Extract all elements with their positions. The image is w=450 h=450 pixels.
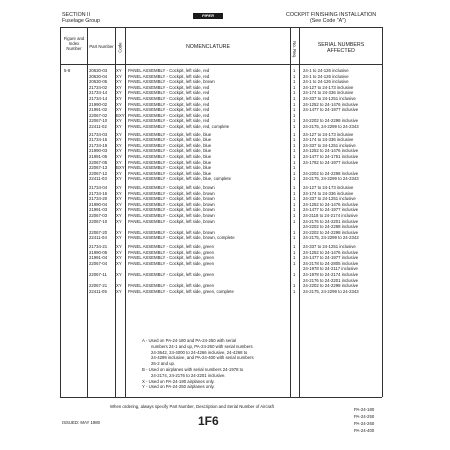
code-cell: XY [116, 118, 122, 124]
code-cell: XY [116, 170, 122, 176]
model-list [354, 406, 374, 434]
code-cell: BXY [116, 165, 125, 171]
part-number-cell: 22067-20 [89, 229, 108, 235]
part-number-cell: 21734-21 [89, 244, 108, 249]
part-number-cell: 21734-14 [89, 90, 108, 96]
note-line: 24-2174, 24-2176 to 24-2201 inclusive. [151, 372, 226, 378]
quantity-cell: 1 [293, 73, 296, 79]
nomenclature-cell: PANEL ASSEMBLY - Cockpit, left side, blue [128, 142, 212, 148]
serial-numbers-cell: 24-1252 to 24-1476 inclusive [303, 201, 359, 207]
code-cell: XY [116, 218, 122, 224]
col-serial-numbers: SERIAL NUMBERS AFFECTED [317, 42, 365, 54]
model-label: PA-24-260 [354, 421, 375, 426]
group-label: Fuselage Group [62, 18, 100, 24]
quantity-cell: 1 [293, 170, 296, 176]
nomenclature-cell: PANEL ASSEMBLY - Cockpit, left side, green, complete [128, 288, 234, 294]
code-cell: BXY [116, 112, 125, 118]
code-cell: XY [116, 176, 122, 182]
serial-numbers-cell: 24-337 to 24-1251 inclusive [303, 96, 356, 101]
part-number-cell: 21991-04 [89, 255, 108, 261]
nomenclature-cell: PANEL ASSEMBLY - Cockpit, left side, brown, complete [128, 235, 235, 241]
quantity-cell: 1 [293, 255, 296, 261]
serial-numbers-cell: 24-1978 to 24-2174 inclusive [303, 272, 359, 277]
nomenclature-cell: PANEL ASSEMBLY - Cockpit, left side, green [128, 283, 215, 289]
part-number-cell: 21734-02 [89, 84, 108, 90]
quantity-cell: 1 [293, 288, 296, 294]
nomenclature-cell: PANEL ASSEMBLY - Cockpit, left side, red [128, 68, 210, 73]
part-number-cell: 21734-20 [89, 196, 108, 202]
quantity-cell: 1 [293, 101, 296, 107]
nomenclature-cell: PANEL ASSEMBLY - Cockpit, left side, red [128, 90, 210, 96]
nomenclature-cell: PANEL ASSEMBLY - Cockpit, left side, brown [128, 196, 215, 202]
part-number-cell: 20630-03 [89, 68, 108, 73]
serial-numbers-cell: 24-337 to 24-1251 inclusive [303, 244, 356, 249]
code-cell: XY [116, 283, 122, 289]
quantity-cell: 1 [293, 207, 296, 213]
part-number-cell: 22411-04 [89, 235, 107, 241]
serial-numbers-cell: 24-2202 to 24-2298 inclusive [303, 283, 359, 289]
note-line: A - Used on PA-24-180 and PA-24-250 with serial [142, 338, 236, 343]
nomenclature-cell: PANEL ASSEMBLY - Cockpit, left side, green [128, 272, 215, 277]
part-number-cell: 21734-04 [89, 185, 108, 190]
model-label: PA-24-400 [354, 428, 375, 433]
code-cell: XY [116, 131, 122, 137]
nomenclature-cell: PANEL ASSEMBLY - Cockpit, left side, red [128, 101, 210, 107]
col-no-req: No. Req. [292, 41, 298, 59]
serial-numbers-cell: 24-2175, 24-2299 to 24-2343 [303, 288, 359, 294]
issued-date: ISSUED: MAY 1980 [62, 420, 101, 425]
code-cell: XY [116, 148, 122, 154]
note-line: 26-2 and up. [151, 361, 176, 367]
nomenclature-cell: PANEL ASSEMBLY - Cockpit, left side, red [128, 84, 210, 90]
serial-numbers-cell: 24-174 to 24-336 inclusive [303, 90, 354, 96]
serial-numbers-cell: 24-127 to 24-173 inclusive [303, 131, 354, 137]
serial-numbers-cell: 24-2175, 24-2299 to 24-2343 [303, 176, 359, 182]
quantity-cell: 1 [293, 283, 296, 289]
serial-numbers-cell: 24-2202 to 24-2298 inclusive [303, 229, 359, 235]
note-line: 24-4299 inclusive, and PA-24-400 with serial numbers [151, 355, 254, 361]
quantity-cell: 1 [293, 196, 296, 202]
code-cell: XY [116, 190, 122, 196]
serial-numbers-cell: 24-2175, 24-2299 to 24-2343 [303, 124, 359, 129]
nomenclature-cell: PANEL ASSEMBLY - Cockpit, left side, red [128, 112, 210, 118]
nomenclature-cell: PANEL ASSEMBLY - Cockpit, left side, brown [128, 190, 215, 196]
nomenclature-cell: PANEL ASSEMBLY - Cockpit, left side, blue [128, 148, 212, 154]
quantity-cell: 1 [293, 131, 296, 137]
ordering-note: When ordering, always specify Part Number, Description and Serial Number of Aircraft [110, 404, 274, 409]
part-number-cell: 21990-03 [89, 148, 108, 154]
serial-numbers-cell: 24-1 to 24-126 inclusive [303, 79, 349, 85]
nomenclature-cell: PANEL ASSEMBLY - Cockpit, left side, red [128, 96, 210, 101]
code-cell: XY [116, 68, 122, 73]
nomenclature-cell: PANEL ASSEMBLY - Cockpit, left side, blue [128, 165, 212, 171]
code-cell: XY [116, 96, 122, 101]
quantity-cell: 1 [293, 96, 296, 101]
serial-numbers-cell: 24-1252 to 24-1476 inclusive [303, 101, 359, 107]
part-number-cell: 21734-19 [89, 142, 108, 148]
part-number-cell: 22067-03 [89, 213, 108, 218]
code-cell: XY [116, 213, 122, 218]
part-number-cell: 22067-13 [89, 165, 108, 171]
quantity-cell: 1 [293, 260, 296, 266]
part-number-cell: 22411-02 [89, 124, 107, 129]
code-cell: XY [116, 73, 122, 79]
nomenclature-cell: PANEL ASSEMBLY - Cockpit, left side, blue [128, 159, 212, 165]
quantity-cell: 1 [293, 201, 296, 207]
serial-numbers-cell: 24-2202 to 24-2298 inclusive [303, 224, 359, 230]
quantity-cell: 1 [293, 235, 296, 241]
code-cell: XY [116, 101, 122, 107]
nomenclature-cell: PANEL ASSEMBLY - Cockpit, left side, red [128, 107, 210, 113]
quantity-cell: 1 [293, 137, 296, 143]
part-number-cell: 21734-16 [89, 190, 108, 196]
quantity-cell: 1 [293, 185, 296, 190]
part-number-cell: 22067-10 [89, 118, 108, 124]
part-number-cell: 21734-15 [89, 137, 108, 143]
part-number-cell: 22411-05 [89, 288, 107, 294]
serial-numbers-cell: 24-174 to 24-336 inclusive [303, 137, 354, 143]
quantity-cell: 1 [293, 84, 296, 90]
part-number-cell: 21990-05 [89, 249, 108, 255]
section-label: SECTION II [62, 12, 90, 18]
quantity-cell: 1 [293, 124, 296, 129]
serial-numbers-cell: 24-1252 to 24-1476 inclusive [303, 148, 359, 154]
code-cell: XY [116, 249, 122, 255]
serial-numbers-cell: 24-1 to 24-126 inclusive [303, 73, 349, 79]
col-code: Code [117, 42, 123, 53]
quantity-cell: 1 [293, 190, 296, 196]
serial-numbers-cell: 24-337 to 24-1251 inclusive [303, 196, 356, 202]
code-cell: XY [116, 137, 122, 143]
note-line: numbers 24-1 and up, PA-24-260 with serial numbers [151, 343, 253, 349]
part-number-cell: 22067-02 [89, 112, 108, 118]
note-line: X - Used on PA-24-180 airplanes only. [142, 378, 215, 384]
serial-numbers-cell: 24-2202 to 24-2298 inclusive [303, 170, 359, 176]
serial-numbers-cell: 24-1477 to 24-1751 inclusive [303, 154, 359, 159]
nomenclature-cell: PANEL ASSEMBLY - Cockpit, left side, brown [128, 213, 215, 218]
nomenclature-cell: PANEL ASSEMBLY - Cockpit, left side, brown [128, 207, 215, 213]
nomenclature-cell: PANEL ASSEMBLY - Cockpit, left side, blue [128, 154, 212, 159]
note-line: B - Used on airplanes with serial numbers 24-1978 to [142, 366, 244, 372]
serial-numbers-cell: 24-127 to 24-173 inclusive [303, 84, 354, 90]
note-line: 24-3642, 24-4000 to 24-4266 inclusive, 24-4268 to [151, 349, 248, 355]
code-cell: XY [116, 154, 122, 159]
part-number-cell: 20630-04 [89, 73, 108, 79]
part-number-cell: 21991-03 [89, 207, 108, 213]
part-number-cell: 22067-04 [89, 260, 108, 266]
part-number-cell: 22067-05 [89, 159, 108, 165]
serial-numbers-cell: 24-337 to 24-1251 inclusive [303, 142, 356, 148]
serial-numbers-cell: 24-1477 to 24-1977 inclusive [303, 207, 359, 213]
part-number-cell: 20630-05 [89, 79, 108, 85]
nomenclature-cell: PANEL ASSEMBLY - Cockpit, left side, green [128, 249, 215, 255]
nomenclature-cell: PANEL ASSEMBLY - Cockpit, left side, red, complete [128, 124, 230, 129]
code-cell: XY [116, 196, 122, 202]
code-cell: XY [116, 229, 122, 235]
piper-logo: PIPER [193, 13, 223, 19]
quantity-cell: 1 [293, 112, 296, 118]
code-cell: XY [116, 107, 122, 113]
code-cell: XY [116, 159, 122, 165]
code-cell: XY [116, 244, 122, 249]
serial-numbers-cell: 24-1 to 24-126 inclusive [303, 68, 349, 73]
code-cell: XY [116, 207, 122, 213]
code-cell: XY [116, 235, 122, 241]
nomenclature-cell: PANEL ASSEMBLY - Cockpit, left side, red [128, 118, 210, 124]
col-nomenclature: NOMENCLATURE [185, 44, 231, 50]
nomenclature-cell: PANEL ASSEMBLY - Cockpit, left side, blue [128, 137, 212, 143]
part-number-cell: 22067-10 [89, 218, 108, 224]
col-figure-index: Figure and Index Number [63, 36, 85, 52]
part-number-cell: 21734-14 [89, 96, 108, 101]
model-label: PA-24-180 [354, 407, 375, 412]
nomenclature-cell: PANEL ASSEMBLY - Cockpit, left side, green [128, 260, 215, 266]
quantity-cell: 1 [293, 90, 296, 96]
serial-numbers-cell: 24-1782 to 24-1977 inclusive [303, 159, 359, 165]
model-label: PA-24-250 [354, 414, 375, 419]
part-number-cell: 22067-21 [89, 283, 108, 289]
code-cell: XY [116, 255, 122, 261]
code-cell: XY [116, 90, 122, 96]
nomenclature-cell: PANEL ASSEMBLY - Cockpit, left side, blue [128, 170, 212, 176]
nomenclature-cell: PANEL ASSEMBLY - Cockpit, left side, brown [128, 218, 215, 224]
part-number-cell: 21991-05 [89, 154, 108, 159]
quantity-cell: 1 [293, 176, 296, 182]
part-number-cell: 21990-02 [89, 101, 108, 107]
serial-numbers-cell: 24-174 to 24-336 inclusive [303, 190, 354, 196]
nomenclature-cell: PANEL ASSEMBLY - Cockpit, left side, green [128, 255, 215, 261]
serial-numbers-cell: 24-2176 to 24-2201 inclusive [303, 218, 359, 224]
code-cell: XY [116, 84, 122, 90]
quantity-cell: 1 [293, 249, 296, 255]
quantity-cell: 1 [293, 244, 296, 249]
serial-numbers-cell: 24-2175, 24-2299 to 24-2343 [303, 235, 359, 241]
nomenclature-cell: PANEL ASSEMBLY - Cockpit, left side, green [128, 244, 215, 249]
code-notes [142, 338, 254, 390]
nomenclature-cell: PANEL ASSEMBLY - Cockpit, left side, brown [128, 185, 215, 190]
serial-numbers-cell: 24-1477 to 24-1977 inclusive [303, 107, 359, 113]
figure-index-cell: 5-8 [64, 68, 71, 73]
code-cell: XY [116, 79, 122, 85]
serial-numbers-cell: 24-127 to 24-173 inclusive [303, 185, 354, 190]
nomenclature-cell: PANEL ASSEMBLY - Cockpit, left side, red [128, 73, 210, 79]
part-number-cell: 22411-03 [89, 176, 107, 182]
serial-numbers-cell: 24-2176 to 24-2201 inclusive [303, 277, 359, 283]
page-title: COCKPIT FINISHING INSTALLATION [286, 12, 377, 18]
quantity-cell: 1 [293, 218, 296, 224]
quantity-cell: 1 [293, 79, 296, 85]
quantity-cell: 1 [293, 165, 296, 171]
nomenclature-cell: PANEL ASSEMBLY - Cockpit, left side, brown [128, 201, 215, 207]
quantity-cell: 1 [293, 107, 296, 113]
quantity-cell: 1 [293, 229, 296, 235]
page-number: 1F6 [198, 414, 219, 428]
code-cell: XY [116, 124, 122, 129]
serial-numbers-cell: 24-1978 to 24-2117 inclusive [303, 266, 358, 272]
serial-numbers-cell: 24-2178 to 24-2805 inclusive [303, 260, 359, 266]
nomenclature-cell: PANEL ASSEMBLY - Cockpit, left side, blue, complete [128, 176, 232, 182]
note-line: Y - Used on PA-24-250 airplanes only. [142, 384, 215, 390]
code-cell: XY [116, 272, 122, 277]
part-number-cell: 22067-12 [89, 170, 108, 176]
serial-numbers-cell: 24-2118 to 24-2174 inclusive [303, 213, 358, 218]
quantity-cell: 1 [293, 142, 296, 148]
nomenclature-cell: PANEL ASSEMBLY - Cockpit, left side, blue [128, 131, 212, 137]
code-cell: XY [116, 142, 122, 148]
code-cell: XY [116, 288, 122, 294]
serial-numbers-cell: 24-2202 to 24-2298 inclusive [303, 118, 359, 124]
part-number-cell: 22067-11 [89, 272, 107, 277]
quantity-cell: 1 [293, 68, 296, 73]
serial-numbers-cell: 24-1477 to 24-1977 inclusive [303, 255, 359, 261]
quantity-cell: 1 [293, 213, 296, 218]
quantity-cell: 1 [293, 272, 296, 277]
page-subtitle: (See Code "A") [310, 18, 346, 24]
serial-numbers-cell: 24-1252 to 24-1476 inclusive [303, 249, 359, 255]
part-number-cell: 21990-04 [89, 201, 108, 207]
quantity-cell: 1 [293, 118, 296, 124]
quantity-cell: 1 [293, 148, 296, 154]
quantity-cell: 1 [293, 154, 296, 159]
code-cell: XY [116, 185, 122, 190]
part-number-cell: 21734-03 [89, 131, 108, 137]
part-number-cell: 21991-02 [89, 107, 108, 113]
code-cell: XY [116, 260, 122, 266]
nomenclature-cell: PANEL ASSEMBLY - Cockpit, left side, brown [128, 229, 215, 235]
nomenclature-cell: PANEL ASSEMBLY - Cockpit, left side, brown [128, 79, 215, 85]
quantity-cell: 1 [293, 159, 296, 165]
col-part-number: Part Number [89, 44, 114, 49]
code-cell: XY [116, 201, 122, 207]
